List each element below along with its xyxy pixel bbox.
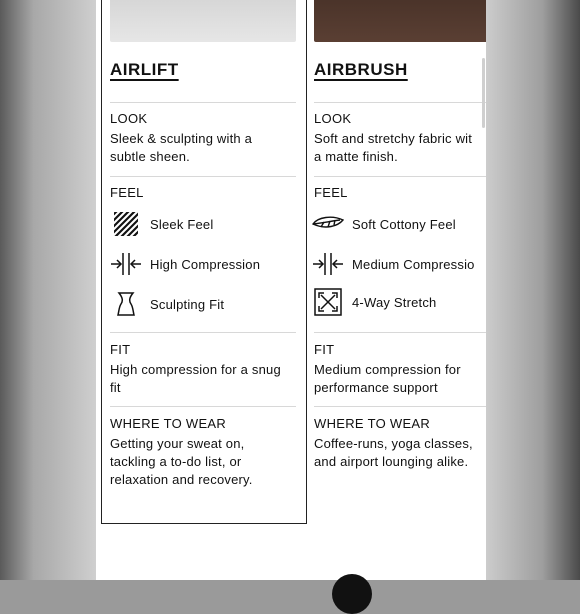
wear-text-line-1: Getting your sweat on, [110, 436, 245, 451]
divider [110, 102, 296, 103]
feature-label: Medium Compressio [352, 256, 475, 272]
look-label: LOOK [110, 111, 148, 126]
product-card-airlift[interactable] [101, 0, 307, 524]
divider [110, 332, 296, 333]
four-way-stretch-icon [312, 287, 344, 317]
look-text-line-2: subtle sheen. [110, 149, 190, 164]
fit-label: FIT [110, 342, 131, 357]
look-label: LOOK [314, 111, 352, 126]
wear-text-line-2: and airport lounging alike. [314, 454, 469, 469]
product-image-airlift[interactable] [110, 0, 296, 42]
background-left [0, 0, 96, 580]
where-to-wear-label: WHERE TO WEAR [110, 416, 227, 431]
divider [314, 332, 486, 333]
feather-icon [312, 209, 344, 239]
wear-text-line-1: Coffee-runs, yoga classes, [314, 436, 473, 451]
fit-label: FIT [314, 342, 335, 357]
floating-action-button[interactable] [332, 574, 372, 614]
look-text-line-1: Soft and stretchy fabric wit [314, 131, 473, 146]
feature-label: High Compression [150, 256, 261, 272]
divider [314, 406, 486, 407]
look-text-line-1: Sleek & sculpting with a [110, 131, 253, 146]
fit-text-line-2: fit [110, 380, 121, 395]
compression-arrows-icon [110, 249, 142, 279]
where-to-wear-label: WHERE TO WEAR [314, 416, 431, 431]
divider [314, 176, 486, 177]
diagonal-stripes-icon [110, 209, 142, 239]
feature-label: Sculpting Fit [150, 296, 225, 312]
feature-sleek-feel [110, 209, 213, 239]
feature-medium-compression [312, 249, 475, 279]
scrollbar[interactable] [482, 58, 485, 128]
look-text-line-2: a matte finish. [314, 149, 398, 164]
wear-text-line-2: tackling a to-do list, or [110, 454, 242, 469]
comparison-screen [96, 0, 486, 580]
hourglass-body-icon [110, 289, 142, 319]
fit-text-line-1: Medium compression for [314, 362, 461, 377]
feature-4-way-stretch [312, 287, 436, 317]
feel-label: FEEL [110, 185, 144, 200]
feature-soft-cottony-feel [312, 209, 456, 239]
product-card-airbrush[interactable] [308, 0, 486, 524]
feature-high-compression [110, 249, 260, 279]
feature-label: Soft Cottony Feel [352, 216, 456, 232]
background-right [486, 0, 580, 580]
divider [314, 102, 486, 103]
product-name-airbrush[interactable]: AIRBRUSH [314, 60, 408, 79]
feature-label: 4-Way Stretch [352, 294, 437, 310]
feel-label: FEEL [314, 185, 348, 200]
fit-text-line-2: performance support [314, 380, 438, 395]
feature-sculpting-fit [110, 289, 224, 319]
product-name-airlift[interactable]: AIRLIFT [110, 60, 179, 79]
product-image-airbrush[interactable] [314, 0, 486, 42]
compression-arrows-icon [312, 249, 344, 279]
divider [110, 176, 296, 177]
fit-text-line-1: High compression for a snug [110, 362, 281, 377]
wear-text-line-3: relaxation and recovery. [110, 472, 253, 487]
divider [110, 406, 296, 407]
feature-label: Sleek Feel [150, 216, 214, 232]
